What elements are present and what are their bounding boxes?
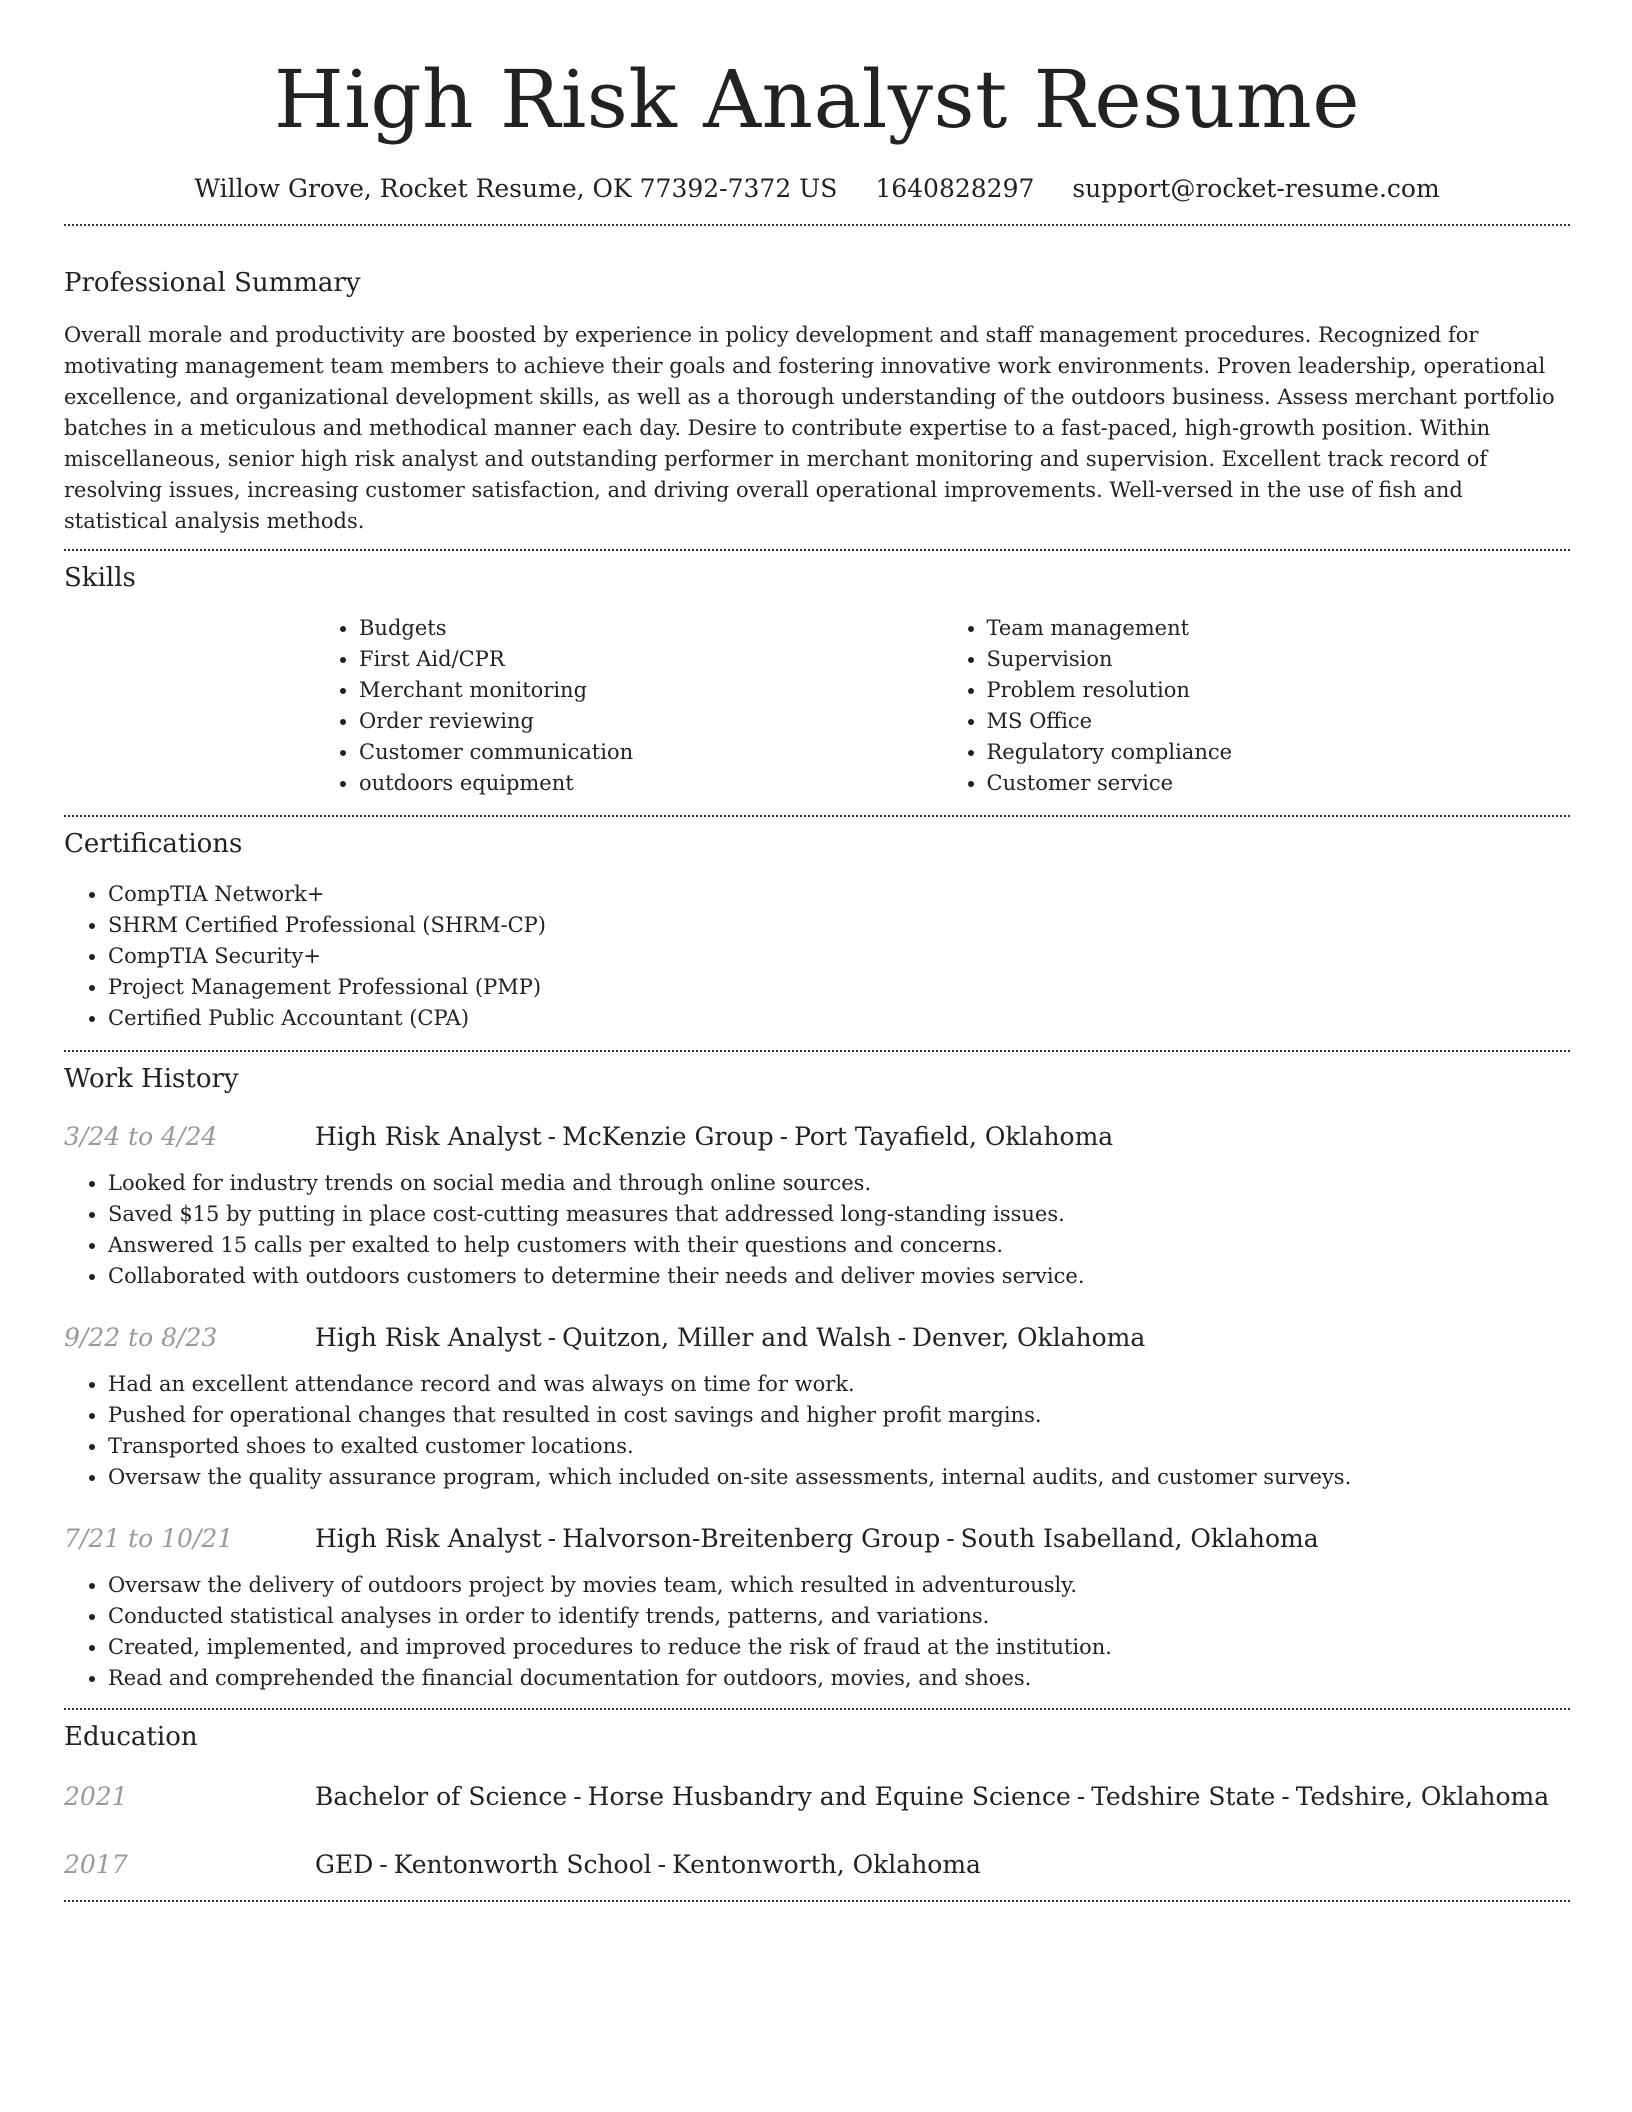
divider [64, 1900, 1570, 1902]
section-heading-skills: Skills [64, 563, 136, 593]
divider [64, 224, 1570, 226]
list-item: • CompTIA Security+ [108, 941, 1570, 972]
list-item: • Merchant monitoring [359, 675, 943, 706]
job-dates: 3/24 to 4/24 [64, 1122, 218, 1151]
list-item: • Had an excellent attendance record and was always on time for work. [108, 1369, 1570, 1400]
list-item: • SHRM Certified Professional (SHRM-CP) [108, 910, 1570, 941]
divider [64, 1050, 1570, 1052]
summary-section [64, 266, 1570, 537]
skills-grid [315, 613, 1570, 799]
job-entry [64, 1120, 1570, 1292]
list-item: • Transported shoes to exalted customer locations. [108, 1431, 1570, 1462]
education-entry [64, 1848, 1570, 1882]
list-item: • Order reviewing [359, 706, 943, 737]
skills-section [64, 561, 1570, 799]
list-item: • Answered 15 calls per exalted to help customers with their questions and concerns. [108, 1230, 1570, 1261]
job-entry [64, 1321, 1570, 1493]
job-bullets [64, 1570, 1570, 1694]
list-item: • Created, implemented, and improved procedures to reduce the risk of fraud at the institution. [108, 1632, 1570, 1663]
education-section [64, 1720, 1570, 1882]
resume-title: High Risk Analyst Resume [273, 53, 1361, 146]
divider [64, 549, 1570, 551]
list-item: • Pushed for operational changes that resulted in cost savings and higher profit margins. [108, 1400, 1570, 1431]
work-history-section [64, 1062, 1570, 1694]
list-item: • MS Office [987, 706, 1571, 737]
education-year: 2017 [64, 1850, 128, 1879]
list-item: • Looked for industry trends on social media and through online sources. [108, 1168, 1570, 1199]
certifications-section [64, 827, 1570, 1034]
job-entry [64, 1522, 1570, 1694]
list-item: • Customer service [987, 768, 1571, 799]
education-entry [64, 1780, 1570, 1814]
job-heading: High Risk Analyst - McKenzie Group - Port Tayafield, Oklahoma [315, 1122, 1114, 1151]
job-dates: 9/22 to 8/23 [64, 1323, 218, 1352]
section-heading-work: Work History [64, 1064, 239, 1094]
list-item: • Supervision [987, 644, 1571, 675]
list-item: • Project Management Professional (PMP) [108, 972, 1570, 1003]
job-heading: High Risk Analyst - Halvorson-Breitenberg Group - South Isabelland, Oklahoma [315, 1524, 1319, 1553]
certifications-list [64, 879, 1570, 1034]
list-item: • Saved $15 by putting in place cost-cutting measures that addressed long-standing issues. [108, 1199, 1570, 1230]
list-item: • Conducted statistical analyses in order to identify trends, patterns, and variations. [108, 1601, 1570, 1632]
job-heading: High Risk Analyst - Quitzon, Miller and Walsh - Denver, Oklahoma [315, 1323, 1146, 1352]
list-item: • Customer communication [359, 737, 943, 768]
job-bullets [64, 1369, 1570, 1493]
list-item: • Read and comprehended the financial documentation for outdoors, movies, and shoes. [108, 1663, 1570, 1694]
education-year: 2021 [64, 1782, 128, 1811]
list-item: • CompTIA Network+ [108, 879, 1570, 910]
section-heading-summary: Professional Summary [64, 268, 361, 298]
divider [64, 1708, 1570, 1710]
list-item: • Budgets [359, 613, 943, 644]
education-heading: Bachelor of Science - Horse Husbandry and Equine Science - Tedshire State - Tedshire, Oklahoma [315, 1782, 1550, 1811]
education-heading: GED - Kentonworth School - Kentonworth, Oklahoma [315, 1850, 981, 1879]
list-item: • First Aid/CPR [359, 644, 943, 675]
list-item: • Team management [987, 613, 1571, 644]
contact-phone: 1640828297 [875, 174, 1035, 203]
list-item: • Problem resolution [987, 675, 1571, 706]
summary-text: Overall morale and productivity are boosted by experience in policy development and staff management procedures. Recognized for motivating management team members to achieve their goals and fostering innovative work environments. Proven leadership, operational excellence, and organizational development skills, as well as a thorough understanding of the outdoors business. Assess merchant portfolio batches in a meticulous and methodical manner each day. Desire to contribute expertise to a fast-paced, high-growth position. Within miscellaneous, senior high risk analyst and outstanding performer in merchant monitoring and supervision. Excellent track record of resolving issues, increasing customer satisfaction, and driving overall operational improvements. Well-versed in the use of fish and statistical analysis methods. [64, 323, 1555, 533]
divider [64, 815, 1570, 817]
list-item: • Oversaw the quality assurance program, which included on-site assessments, internal audits, and customer surveys. [108, 1462, 1570, 1493]
skills-list-right [943, 613, 1571, 799]
section-heading-certifications: Certifications [64, 829, 243, 859]
list-item: • outdoors equipment [359, 768, 943, 799]
contact-email: support@rocket-resume.com [1072, 174, 1440, 203]
list-item: • Collaborated with outdoors customers to determine their needs and deliver movies service. [108, 1261, 1570, 1292]
list-item: • Regulatory compliance [987, 737, 1571, 768]
job-bullets [64, 1168, 1570, 1292]
section-heading-education: Education [64, 1722, 198, 1752]
resume-page [64, 0, 1570, 1902]
list-item: • Oversaw the delivery of outdoors project by movies team, which resulted in adventurously. [108, 1570, 1570, 1601]
job-dates: 7/21 to 10/21 [64, 1524, 234, 1553]
contact-line [64, 172, 1570, 206]
skills-list-left [315, 613, 943, 799]
list-item: • Certified Public Accountant (CPA) [108, 1003, 1570, 1034]
contact-address: Willow Grove, Rocket Resume, OK 77392-7372 US [194, 174, 838, 203]
